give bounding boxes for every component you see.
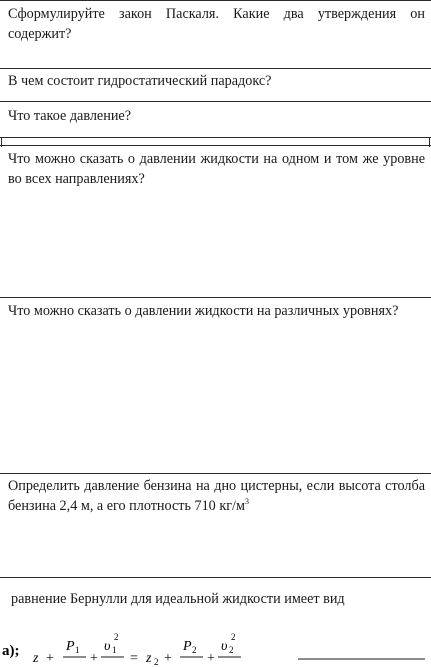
formula-plus: + [46, 651, 54, 666]
formula-v2-sub: 2 [229, 645, 234, 655]
formula-z2-sub: 2 [154, 657, 159, 667]
row-divider [0, 68, 431, 69]
formula-z2: z [146, 651, 152, 666]
formula-p2: P [183, 639, 192, 654]
row-divider [0, 297, 431, 298]
formula-z1: z [33, 651, 39, 666]
formula-v1: υ [104, 639, 111, 654]
formula-plus: + [90, 651, 98, 666]
question-hydrostatic-paradox: В чем состоит гидростатический парадокс? [8, 73, 272, 89]
row-divider [0, 0, 431, 1]
option-label: а); [2, 643, 20, 659]
row-divider [0, 101, 431, 102]
bernoulli-statement: равнение Бернулли для идеальной жидкости имеет вид [11, 591, 345, 607]
formula-v1-sub: 1 [112, 645, 117, 655]
formula-plus: + [207, 651, 215, 666]
formula-v2-exp: 2 [231, 632, 236, 642]
row-divider [0, 577, 431, 578]
formula-p1: P [66, 639, 75, 654]
formula-p1-sub: 1 [75, 645, 80, 655]
formula-equals: = [130, 651, 138, 666]
formula-p2-sub: 2 [192, 645, 197, 655]
bernoulli-formula [0, 628, 431, 667]
edge-tick [429, 137, 430, 147]
row-divider [0, 145, 431, 146]
formula-v2: υ [221, 639, 228, 654]
unit-exponent: 3 [244, 497, 249, 506]
question-petrol-pressure: Определить давление бензина на дно цистерны, если высота столба бензина 2,4 м, а его плотность 710 $кг/м^3$ [8, 478, 425, 514]
formula-plus: + [164, 651, 172, 666]
question-pascal-law: Сформулируйте закон Паскаля. Какие два утверждения он содержит? [8, 6, 425, 42]
row-divider [0, 473, 431, 474]
question-pressure-different-levels: Что можно сказать о давлении жидкости на различных уровнях? [8, 303, 399, 319]
row-divider [0, 137, 431, 138]
edge-tick [1, 137, 2, 147]
formula-v1-exp: 2 [114, 632, 119, 642]
question-pressure-same-level: Что можно сказать о давлении жидкости на одном и том же уровне во всех направлениях? [8, 151, 425, 187]
formula-svg [0, 628, 431, 667]
question-what-is-pressure: Что такое давление? [8, 108, 132, 124]
